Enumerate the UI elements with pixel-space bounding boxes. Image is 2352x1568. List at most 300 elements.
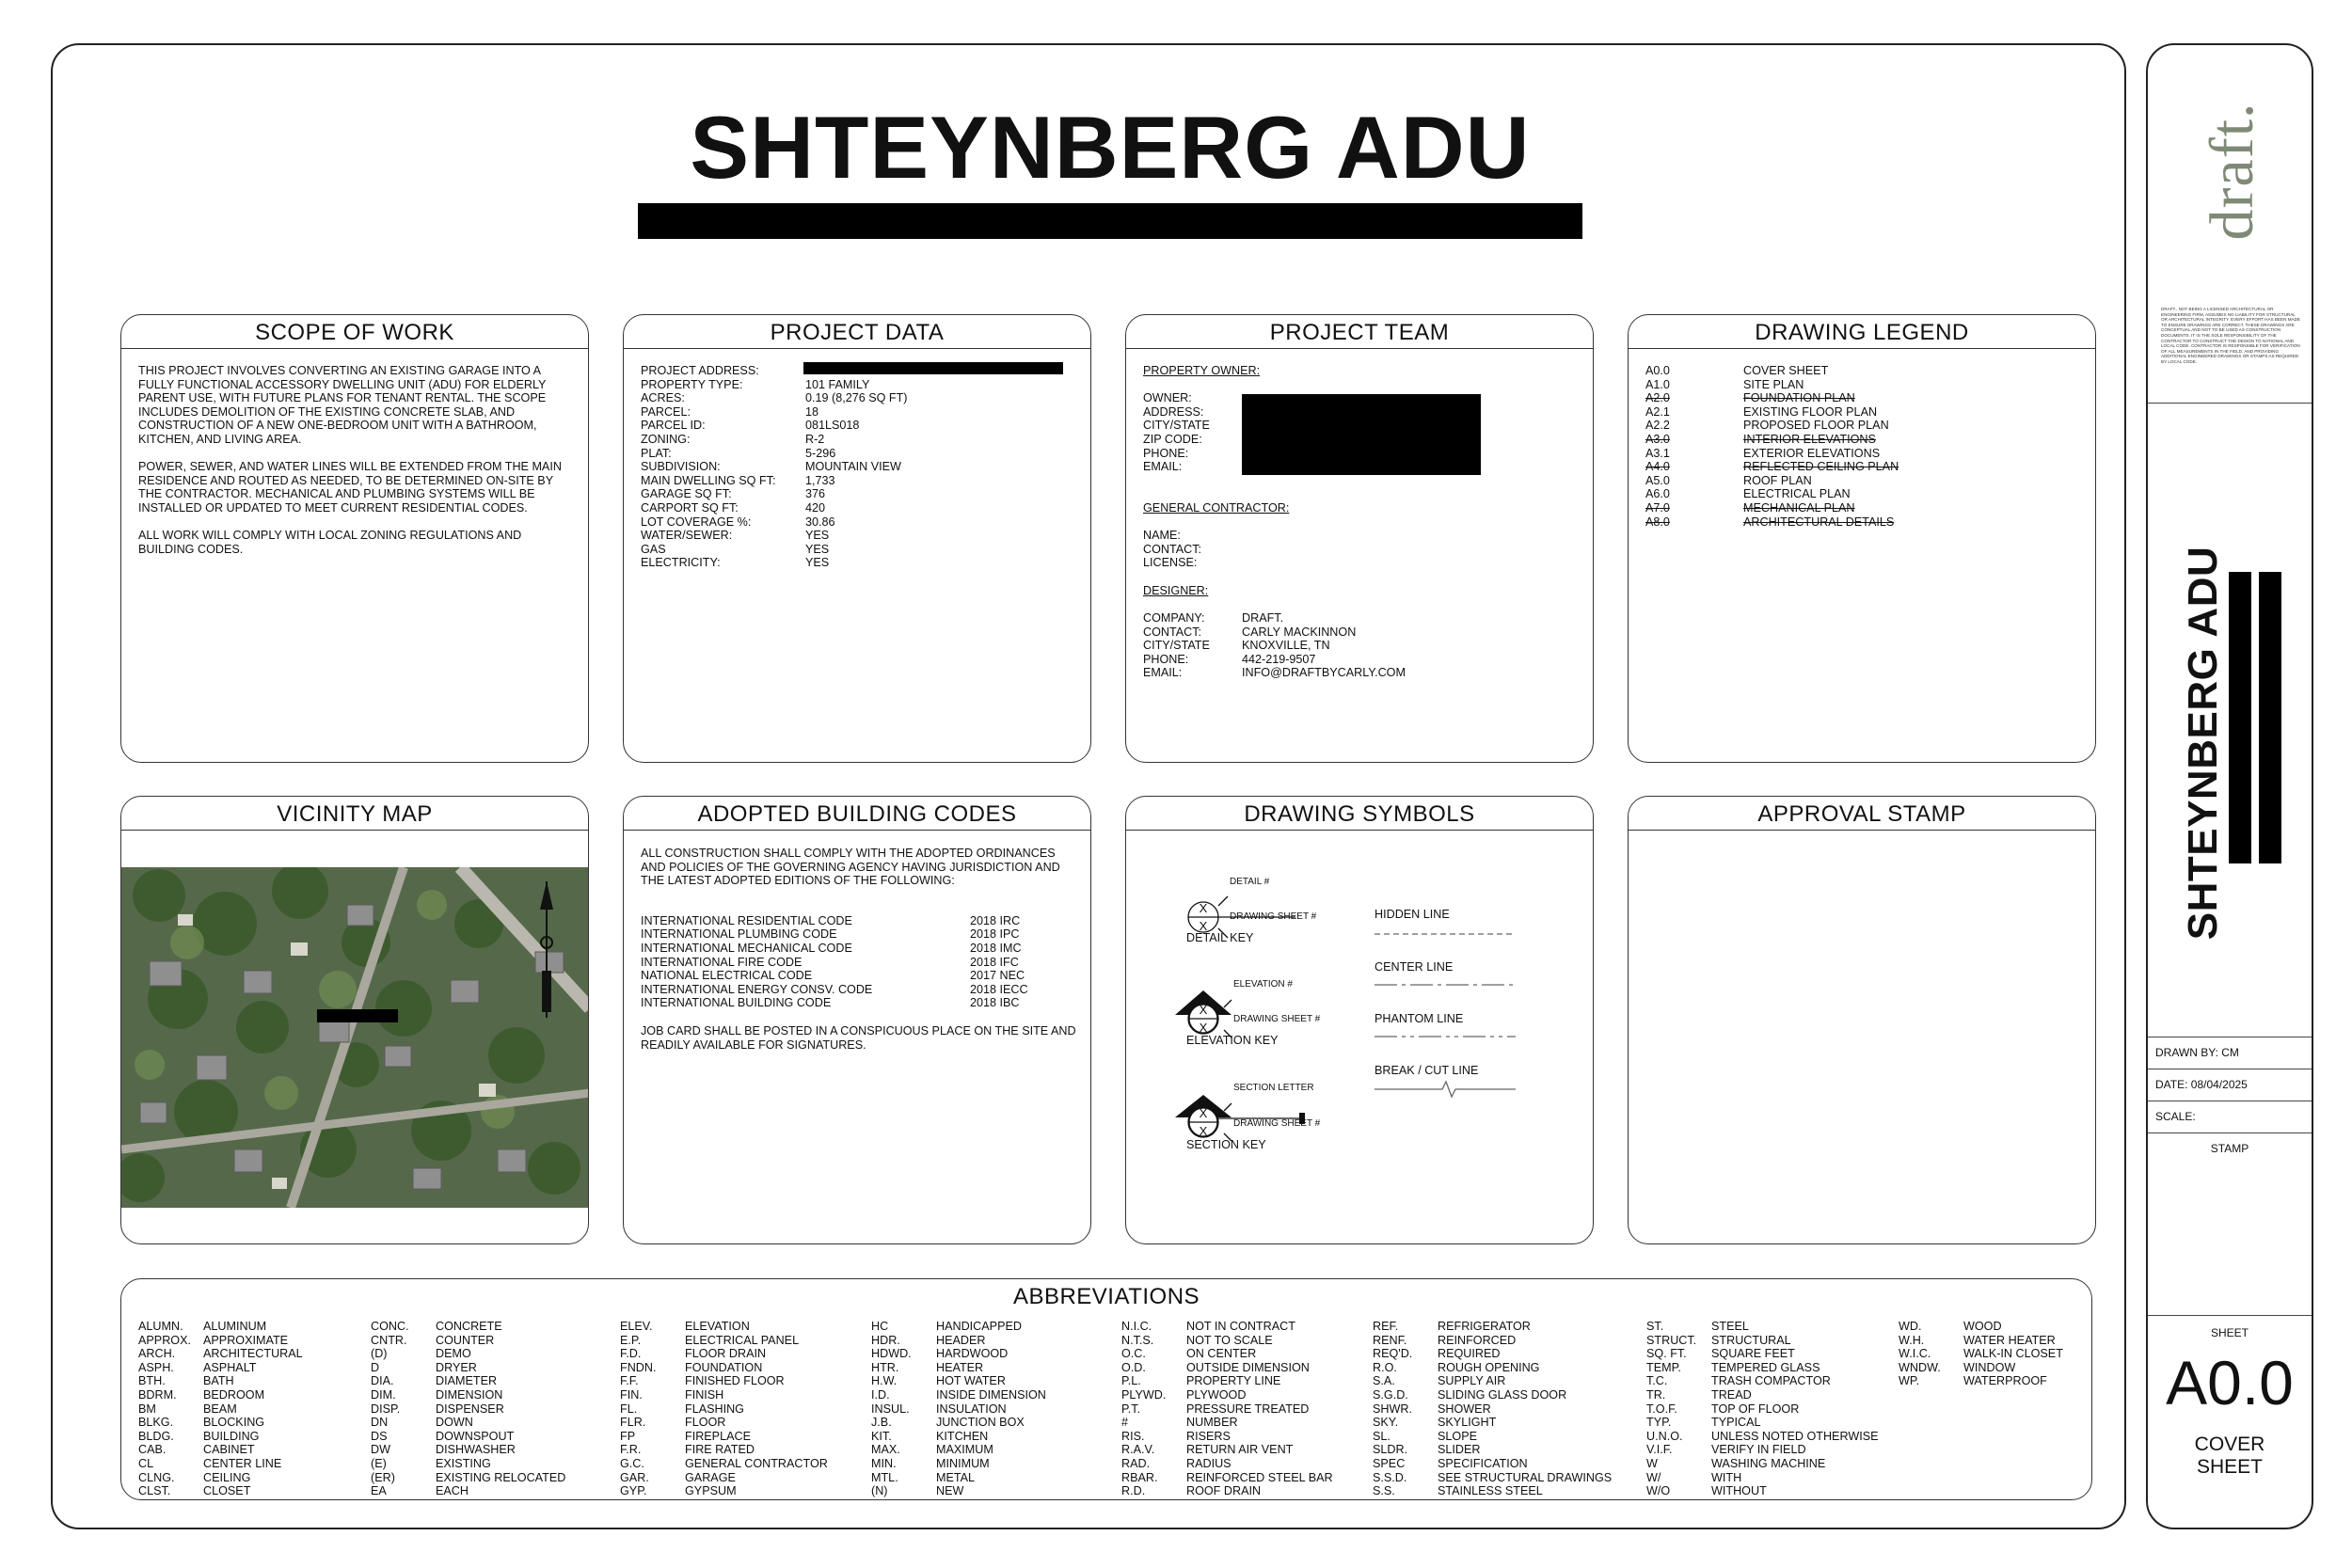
abbreviation-row [1373, 1334, 1612, 1348]
abbreviation: DIM. [371, 1387, 396, 1402]
abbreviation-row [1373, 1416, 1612, 1430]
abbreviation-row [1121, 1430, 1333, 1444]
abbreviation: ELEV. [620, 1320, 653, 1333]
abbreviation-meaning: HOT WATER [936, 1374, 1006, 1388]
address-redaction [803, 362, 1063, 374]
abbreviation: ALUMN. [138, 1320, 183, 1333]
abbreviation-meaning: NOT IN CONTRACT [1186, 1320, 1295, 1333]
designer-heading: DESIGNER: [1143, 583, 1209, 597]
abbreviation: CONC. [371, 1320, 409, 1333]
abbreviation-row [871, 1471, 1046, 1485]
abbreviation-row [620, 1388, 828, 1402]
sheet-code: A2.0 [1645, 391, 1670, 405]
abbreviation: HDWD. [871, 1347, 912, 1361]
sheet-title: COVER SHEET [1743, 364, 1829, 377]
abbreviation: FIN. [620, 1387, 643, 1402]
abbreviation-row [871, 1484, 1046, 1498]
row-key: COMPANY: [1143, 610, 1205, 625]
code-name: INTERNATIONAL RESIDENTIAL CODE [641, 913, 852, 927]
data-row [641, 487, 1077, 501]
abbreviation-meaning: WATER HEATER [1963, 1333, 2056, 1347]
abbreviation-meaning: SKYLIGHT [1438, 1416, 1497, 1430]
row-value: R-2 [805, 432, 825, 446]
abbreviation-meaning: FLASHING [685, 1402, 744, 1416]
abbreviation: J.B. [871, 1416, 892, 1430]
abbreviation: BLDG. [138, 1429, 174, 1443]
abbreviation-meaning: NUMBER [1186, 1416, 1238, 1430]
abbreviations-heading: ABBREVIATIONS [1012, 1284, 1200, 1309]
abbreviation: BLKG. [138, 1416, 174, 1430]
abbreviation-row [1121, 1361, 1333, 1375]
row-value: DRAFT. [1242, 610, 1284, 625]
abbreviation-row [871, 1347, 1046, 1361]
abbreviation-meaning: WOOD [1963, 1320, 2002, 1333]
abbreviation: HTR. [871, 1360, 899, 1374]
abbreviation: W.H. [1899, 1333, 1925, 1347]
sheet-code: A7.0 [1645, 500, 1670, 515]
abbreviation-meaning: WITHOUT [1711, 1484, 1767, 1498]
abbreviation-meaning: ARCHITECTURAL [203, 1347, 303, 1361]
abbreviation-row [371, 1334, 565, 1348]
abbreviation-row [1646, 1334, 1879, 1348]
abbreviation-row [371, 1388, 565, 1402]
sheet-title: ARCHITECTURAL DETAILS [1743, 515, 1895, 529]
row-key: WATER/SEWER: [641, 529, 733, 543]
abbreviation: ST. [1646, 1320, 1664, 1333]
abbreviation-meaning: DISHWASHER [436, 1443, 516, 1457]
logo-wrap [2198, 77, 2266, 265]
abbreviation-row [620, 1334, 828, 1348]
legend-row [1645, 460, 2082, 474]
abbreviation-row [1373, 1361, 1612, 1375]
abbreviation: MTL. [871, 1470, 898, 1484]
project-data-panel [623, 314, 1091, 763]
code-name: INTERNATIONAL BUILDING CODE [641, 996, 832, 1010]
abbreviation-meaning: HANDICAPPED [936, 1320, 1022, 1333]
abbreviation-column [1646, 1320, 1879, 1498]
scope-paragraph: ALL WORK WILL COMPLY WITH LOCAL ZONING REGULATIONS AND BUILDING CODES. [138, 529, 522, 556]
abbreviation: APPROX. [138, 1333, 191, 1347]
abbreviation: BM [138, 1402, 156, 1416]
abbreviation-meaning: EXISTING [436, 1456, 491, 1470]
codes-footer: JOB CARD SHALL BE POSTED IN A CONSPICUOUS PLACE ON THE SITE AND READILY AVAILABLE FOR SIGNATURES. [641, 1023, 1076, 1052]
abbreviation-column [1373, 1320, 1612, 1498]
abbreviation-meaning: COUNTER [436, 1333, 495, 1347]
data-row [641, 529, 1077, 543]
designer-row [1143, 626, 1580, 640]
contractor-heading: GENERAL CONTRACTOR: [1143, 500, 1290, 515]
abbreviation: I.D. [871, 1387, 890, 1402]
abbreviation-row [1373, 1402, 1612, 1417]
abbreviation-meaning: FIREPLACE [685, 1429, 751, 1443]
abbreviation-row [871, 1443, 1046, 1457]
code-edition: 2017 NEC [970, 969, 1025, 983]
drawing-symbols-panel [1125, 796, 1594, 1244]
abbreviation-row [1121, 1416, 1333, 1430]
abbreviation-row [371, 1430, 565, 1444]
abbreviation-meaning: TOP OF FLOOR [1711, 1402, 1800, 1416]
abbreviation: F.R. [620, 1443, 642, 1457]
abbreviation-row [620, 1430, 828, 1444]
abbreviation: CLST. [138, 1484, 171, 1498]
abbreviation-column [620, 1320, 828, 1498]
row-value: 442-219-9507 [1242, 652, 1316, 666]
row-key: PROPERTY TYPE: [641, 377, 743, 391]
abbreviation-meaning: ELECTRICAL PANEL [685, 1333, 800, 1347]
abbreviation-meaning: PROPERTY LINE [1186, 1374, 1281, 1388]
abbreviation-row [1646, 1443, 1879, 1457]
abbreviation-meaning: PLYWOOD [1186, 1387, 1247, 1402]
abbreviation: PLYWD. [1121, 1387, 1167, 1402]
abbreviation-row [138, 1484, 303, 1498]
abbreviation-meaning: TREAD [1711, 1387, 1752, 1402]
abbreviation-row [620, 1484, 828, 1498]
codes-list [641, 914, 1077, 1010]
contractor-label: NAME: [1143, 528, 1181, 542]
building-codes-panel [623, 796, 1091, 1244]
sheet-code: A5.0 [1645, 473, 1670, 487]
abbreviation-row [1646, 1457, 1879, 1471]
row-key: PHONE: [1143, 652, 1189, 666]
abbreviation: O.C. [1121, 1347, 1146, 1361]
draft-logo: draft. [2198, 102, 2266, 241]
row-key: ACRES: [641, 391, 685, 405]
spacer [1143, 474, 1580, 501]
abbreviation-meaning: FLOOR [685, 1416, 726, 1430]
abbreviation-row [1646, 1402, 1879, 1417]
abbreviation-meaning: VERIFY IN FIELD [1711, 1443, 1806, 1457]
data-row [641, 556, 1077, 570]
data-row [641, 501, 1077, 515]
sheet-code: A8.0 [1645, 515, 1670, 529]
abbreviation-meaning: EXISTING RELOCATED [436, 1470, 566, 1484]
abbreviation-meaning: DOWN [436, 1416, 473, 1430]
data-row [641, 474, 1077, 488]
abbreviation: MIN. [871, 1456, 897, 1470]
abbreviation: GAR. [620, 1470, 649, 1484]
abbreviation-column [1121, 1320, 1333, 1498]
abbreviation-meaning: MINIMUM [936, 1456, 990, 1470]
row-key: CONTACT: [1143, 625, 1202, 639]
abbreviation: # [1121, 1416, 1129, 1430]
abbreviation-meaning: GYPSUM [685, 1484, 737, 1498]
abbreviation-meaning: ASPHALT [203, 1360, 257, 1374]
code-row [641, 983, 1077, 997]
vicinity-map-panel [120, 796, 589, 1244]
sheet-title: EXTERIOR ELEVATIONS [1743, 446, 1881, 460]
abbreviation-row [1121, 1471, 1333, 1485]
data-row [641, 460, 1077, 474]
scope-paragraph: THIS PROJECT INVOLVES CONVERTING AN EXISTING GARAGE INTO A FULLY FUNCTIONAL ACCESSORY DWELLING UNIT (ADU) FOR ELDERLY PARENT USE, WITH FUTURE PLANS FOR TENANT RENTAL. THE SCOPE INCLUDES DEMOLITION OF THE EXISTING CONCRETE SLAB, AND CONSTRUCTION OF A NEW ONE-BEDROOM UNIT WITH A BATHROOM, KITCHEN, AND LIVING AREA. [138, 364, 547, 446]
abbreviation-row [1373, 1430, 1612, 1444]
row-key: ELECTRICITY: [641, 556, 721, 570]
abbreviation-meaning: WATERPROOF [1963, 1374, 2047, 1388]
abbreviation-meaning: SLIDING GLASS DOOR [1438, 1387, 1567, 1402]
abbreviation-row [620, 1361, 828, 1375]
code-name: NATIONAL ELECTRICAL CODE [641, 969, 813, 983]
sheet-number: A0.0 [2166, 1348, 2294, 1418]
abbreviation-meaning: SUPPLY AIR [1438, 1374, 1506, 1388]
abbreviation-row [620, 1320, 828, 1334]
elevation-marker-top: X [1199, 1003, 1208, 1017]
abbreviation-row [1121, 1374, 1333, 1388]
sheet-name [2148, 1433, 2312, 1479]
project-data-heading: PROJECT DATA [624, 315, 1090, 349]
project-team-panel [1125, 314, 1594, 763]
abbreviation-meaning: MAXIMUM [936, 1443, 993, 1457]
abbreviation-meaning: DIMENSION [436, 1387, 503, 1402]
abbreviation: P.L. [1121, 1374, 1141, 1388]
section-sheet-label: DRAWING SHEET # [1233, 1118, 1321, 1129]
drawn-by: DRAWN BY: CM [2155, 1046, 2239, 1059]
owner-heading: PROPERTY OWNER: [1143, 364, 1261, 377]
data-row [641, 405, 1077, 420]
abbreviation-meaning: EACH [436, 1484, 469, 1498]
abbreviation: WP. [1899, 1374, 1920, 1388]
abbreviation-meaning: DIAMETER [436, 1374, 498, 1388]
data-row [641, 447, 1077, 461]
abbreviation: S.S.D. [1373, 1470, 1407, 1484]
code-row [641, 942, 1077, 956]
abbreviation-column [1899, 1320, 2063, 1388]
abbreviation-row [138, 1416, 303, 1430]
row-key: CITY/STATE [1143, 639, 1210, 653]
abbreviation: CAB. [138, 1443, 167, 1457]
abbreviation-meaning: HEADER [936, 1333, 986, 1347]
data-row [641, 378, 1077, 392]
abbreviation: ASPH. [138, 1360, 174, 1374]
abbreviation-meaning: DISPENSER [436, 1402, 504, 1416]
abbreviation-row [1646, 1361, 1879, 1375]
legend-row [1645, 433, 2082, 447]
abbreviation: (N) [871, 1484, 888, 1498]
abbreviation: WNDW. [1899, 1360, 1941, 1374]
abbreviation: RIS. [1121, 1429, 1145, 1443]
scope-paragraph: POWER, SEWER, AND WATER LINES WILL BE EXTENDED FROM THE MAIN RESIDENCE AND ROUTED AS NEEDED, TO BE DETERMINED ON-SITE BY THE CONTRACTOR. MECHANICAL AND PLUMBING SYSTEMS WILL BE INSTALLED OR UPDATED TO MEET CURRENT RESIDENTIAL CODES. [138, 460, 562, 515]
drawing-date: DATE: 08/04/2025 [2155, 1078, 2248, 1091]
code-name: INTERNATIONAL FIRE CODE [641, 955, 803, 969]
abbreviation-meaning: WINDOW [1963, 1360, 2016, 1374]
row-value: YES [805, 542, 830, 556]
abbreviation-row [1899, 1334, 2063, 1348]
elevation-sheet-label: DRAWING SHEET # [1233, 1014, 1321, 1024]
abbreviation-row [1121, 1347, 1333, 1361]
abbreviations-panel [120, 1278, 2092, 1500]
abbreviation-row [620, 1402, 828, 1417]
project-title: SHTEYNBERG ADU [690, 98, 1531, 197]
abbreviation: TYP. [1646, 1416, 1672, 1430]
abbreviation-row [371, 1471, 565, 1485]
sheet-code: A3.1 [1645, 446, 1670, 460]
abbreviation-meaning: ELEVATION [685, 1320, 750, 1333]
abbreviation: S.G.D. [1373, 1387, 1408, 1402]
abbreviation: SPEC [1373, 1456, 1406, 1470]
abbreviation-row [1121, 1457, 1333, 1471]
abbreviation-row [1646, 1347, 1879, 1361]
abbreviation-column [371, 1320, 565, 1498]
sheet-title: EXISTING FLOOR PLAN [1743, 404, 1878, 419]
row-value: 376 [805, 487, 826, 501]
abbreviation-row [1646, 1320, 1879, 1334]
hidden-line-label: HIDDEN LINE [1375, 908, 1450, 921]
abbreviation-row [371, 1443, 565, 1457]
abbreviation-meaning: SLOPE [1438, 1429, 1477, 1443]
row-value: 420 [805, 500, 826, 515]
abbreviation: V.I.F. [1646, 1443, 1673, 1457]
abbreviation-row [871, 1402, 1046, 1417]
abbreviation-row [138, 1430, 303, 1444]
aerial-map-image [121, 867, 589, 1208]
abbreviation-meaning: OUTSIDE DIMENSION [1186, 1360, 1310, 1374]
row-value: YES [805, 529, 830, 543]
center-line-label: CENTER LINE [1375, 960, 1454, 974]
abbreviation-row [138, 1334, 303, 1348]
owner-label: OWNER: [1143, 391, 1192, 405]
abbreviation-meaning: FINISH [685, 1387, 724, 1402]
legend-row [1645, 419, 2082, 433]
legend-row [1645, 378, 2082, 392]
phantom-line-label: PHANTOM LINE [1375, 1012, 1464, 1025]
abbreviation-meaning: DOWNSPOUT [436, 1429, 515, 1443]
sheet-code: A2.2 [1645, 419, 1670, 433]
contractor-label: LICENSE: [1143, 556, 1198, 570]
abbreviation-row [1646, 1471, 1879, 1485]
abbreviation-meaning: ALUMINUM [203, 1320, 267, 1333]
abbreviation: DN [371, 1416, 389, 1430]
code-edition: 2018 IRC [970, 913, 1021, 927]
abbreviation-row [871, 1361, 1046, 1375]
project-data-list [641, 364, 1077, 570]
abbreviation-row [1373, 1443, 1612, 1457]
abbreviation: HC [871, 1320, 889, 1333]
detail-key-label: DETAIL KEY [1186, 931, 1254, 944]
abbreviation-meaning: FIRE RATED [685, 1443, 755, 1457]
row-key: PLAT: [641, 446, 672, 460]
row-key: CARPORT SQ FT: [641, 500, 739, 515]
sheet-title: FOUNDATION PLAN [1743, 391, 1855, 405]
contractor-label: CONTACT: [1143, 542, 1202, 556]
abbreviation-row [1373, 1388, 1612, 1402]
abbreviation: MAX. [871, 1443, 900, 1457]
abbreviation-meaning: INSIDE DIMENSION [936, 1387, 1046, 1402]
spacer [1143, 515, 1580, 529]
abbreviation-row [620, 1457, 828, 1471]
row-value: 081LS018 [805, 419, 860, 433]
abbreviation: TEMP. [1646, 1360, 1681, 1374]
owner-label: CITY/STATE [1143, 419, 1210, 433]
abbreviation-row [1646, 1388, 1879, 1402]
abbreviation-row [1646, 1416, 1879, 1430]
abbreviation-meaning: SEE STRUCTURAL DRAWINGS [1438, 1470, 1613, 1484]
abbreviation: FNDN. [620, 1360, 657, 1374]
abbreviation-meaning: BEDROOM [203, 1387, 265, 1402]
abbreviation-meaning: BUILDING [203, 1429, 260, 1443]
designer-row [1143, 639, 1580, 653]
abbreviation: ARCH. [138, 1347, 176, 1361]
sheet-title: PROPOSED FLOOR PLAN [1743, 419, 1889, 433]
abbreviation-row [138, 1374, 303, 1388]
abbreviation-row [1899, 1320, 2063, 1334]
detail-marker-bottom: X [1199, 919, 1208, 933]
abbreviation-meaning: SQUARE FEET [1711, 1347, 1795, 1361]
row-value: YES [805, 556, 830, 570]
abbreviation: R.A.V. [1121, 1443, 1155, 1457]
elevation-key-label: ELEVATION KEY [1186, 1034, 1279, 1047]
abbreviation-meaning: STEEL [1711, 1320, 1749, 1333]
abbreviation: DW [371, 1443, 390, 1457]
title-block [2146, 43, 2313, 1529]
abbreviation-row [1646, 1484, 1879, 1498]
title-redaction-bar [638, 203, 1582, 239]
abbreviation: R.O. [1373, 1360, 1397, 1374]
code-row [641, 927, 1077, 942]
sheet-title: ROOF PLAN [1743, 473, 1812, 487]
abbreviation: O.D. [1121, 1360, 1146, 1374]
abbreviation-row [371, 1374, 565, 1388]
abbreviation: FP [620, 1429, 636, 1443]
abbreviation-row [1899, 1347, 2063, 1361]
row-value: 18 [805, 404, 819, 419]
codes-intro: ALL CONSTRUCTION SHALL COMPLY WITH THE ADOPTED ORDINANCES AND POLICIES OF THE GOVERNING AGENCY HAVING JURISDICTION AND THE LATEST ADOPTED EDITIONS OF THE FOLLOWING: [641, 847, 1060, 888]
code-edition: 2018 IBC [970, 996, 1020, 1010]
abbreviation-row [371, 1347, 565, 1361]
abbreviation-meaning: DEMO [436, 1347, 471, 1361]
approval-stamp-panel [1628, 796, 2096, 1244]
abbreviation: G.C. [620, 1456, 644, 1470]
owner-label: ZIP CODE: [1143, 432, 1202, 446]
drawing-legend-heading: DRAWING LEGEND [1629, 315, 2095, 349]
abbreviation-meaning: ROUGH OPENING [1438, 1360, 1540, 1374]
abbreviation: E.P. [620, 1333, 642, 1347]
vertical-project-title: SHTEYNBERG ADU [2180, 546, 2226, 941]
spacer [1143, 570, 1580, 584]
abbreviation-meaning: HARDWOOD [936, 1347, 1009, 1361]
abbreviation-meaning: METAL [936, 1470, 976, 1484]
title-redaction-bar [2229, 572, 2251, 863]
abbreviation-meaning: HEATER [936, 1360, 984, 1374]
abbreviation: D [371, 1360, 380, 1374]
abbreviation: EA [371, 1484, 387, 1498]
row-key: GARAGE SQ FT: [641, 487, 732, 501]
sheet-title: MECHANICAL PLAN [1743, 500, 1855, 515]
code-row [641, 996, 1077, 1010]
abbreviation-meaning: CONCRETE [436, 1320, 502, 1333]
abbreviation: N.I.C. [1121, 1320, 1152, 1333]
abbreviation-meaning: KITCHEN [936, 1429, 989, 1443]
row-key: LOT COVERAGE %: [641, 515, 752, 529]
abbreviation-meaning: BLOCKING [203, 1416, 265, 1430]
abbreviation-meaning: GENERAL CONTRACTOR [685, 1456, 828, 1470]
abbreviation-row [1121, 1402, 1333, 1417]
abbreviation: DIA. [371, 1374, 394, 1388]
row-value: 0.19 (8,276 SQ FT) [805, 391, 908, 405]
abbreviation-row [138, 1443, 303, 1457]
abbreviation-meaning: BEAM [203, 1402, 237, 1416]
drawing-scale: SCALE: [2155, 1110, 2196, 1123]
code-edition: 2018 IPC [970, 927, 1020, 942]
abbreviation: TR. [1646, 1387, 1666, 1402]
abbreviation: DISP. [371, 1402, 401, 1416]
approval-stamp-heading: APPROVAL STAMP [1629, 797, 2095, 831]
abbreviation-row [1373, 1374, 1612, 1388]
abbreviation: FLR. [620, 1416, 646, 1430]
abbreviation-row [1121, 1443, 1333, 1457]
code-row [641, 969, 1077, 983]
sheet-code: A6.0 [1645, 487, 1670, 501]
abbreviation-row [371, 1320, 565, 1334]
abbreviation-meaning: REINFORCED [1438, 1333, 1517, 1347]
row-key: PARCEL: [641, 404, 691, 419]
